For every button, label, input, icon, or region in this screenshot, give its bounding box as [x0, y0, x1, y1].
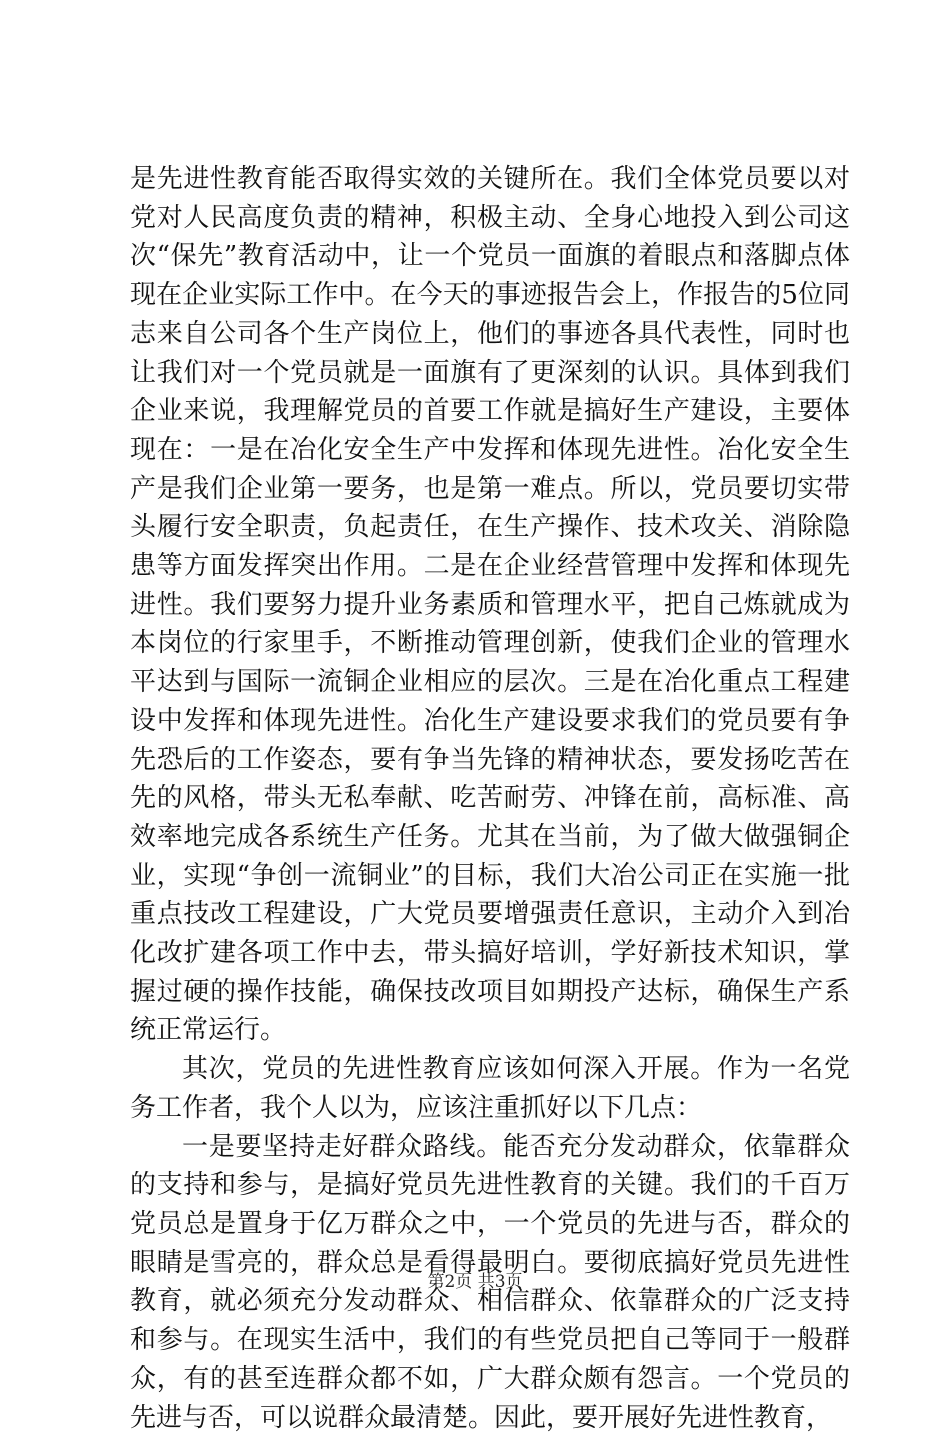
body-text	[130, 160, 850, 1437]
paragraph-3: 一是要坚持走好群众路线。能否充分发动群众，依靠群众的支持和参与，是搞好党员先进性教育的关键。我们的千百万党员总是置身于亿万群众之中，一个党员的先进与否，群众的眼睛是雪亮的，群众总是看得最明白。要彻底搞好党员先进性教育，就必须充分发动群众、相信群众、依靠群众的广泛支持和参与。在现实生活中，我们的有些党员把自己等同于一般群众，有的甚至连群众都不如，广大群众颇有怨言。一个党员的先进与否，可以说群众最清楚。因此，要开展好先进性教育，	[130, 1131, 850, 1433]
paragraph-2: 其次，党员的先进性教育应该如何深入开展。作为一名党务工作者，我个人以为，应该注重抓好以下几点：	[130, 1054, 850, 1123]
page-footer: 第2页 共3页	[427, 1272, 523, 1292]
paragraph-1: 是先进性教育能否取得实效的关键所在。我们全体党员要以对党对人民高度负责的精神，积极主动、全身心地投入到公司这次“保先”教育活动中，让一个党员一面旗的着眼点和落脚点体现在企业实际工作中。在今天的事迹报告会上，作报告的5位同志来自公司各个生产岗位上，他们的事迹各具代表性，同时也让我们对一个党员就是一面旗有了更深刻的认识。具体到我们企业来说，我理解党员的首要工作就是搞好生产建设，主要体现在：一是在冶化安全生产中发挥和体现先进性。冶化安全生产是我们企业第一要务，也是第一难点。所以，党员要切实带头履行安全职责，负起责任，在生产操作、技术攻关、消除隐患等方面发挥突出作用。二是在企业经营管理中发挥和体现先进性。我们要努力提升业务素质和管理水平，把自己炼就成为本岗位的行家里手，不断推动管理创新，使我们企业的管理水平达到与国际一流铜企业相应的层次。三是在冶化重点工程建设中发挥和体现先进性。冶化生产建设要求我们的党员要有争先恐后的工作姿态，要有争当先锋的精神状态，要发扬吃苦在先的风格，带头无私奉献、吃苦耐劳、冲锋在前，高标准、高效率地完成各系统生产任务。尤其在当前，为了做大做强铜企业，实现“争创一流铜业”的目标，我们大冶公司正在实施一批重点技改工程建设，广大党员要增强责任意识，主动介入到冶化改扩建各项工作中去，带头搞好培训，学好新技术知识，掌握过硬的操作技能，确保技改项目如期投产达标，确保生产系统正常运行。	[130, 164, 850, 1046]
